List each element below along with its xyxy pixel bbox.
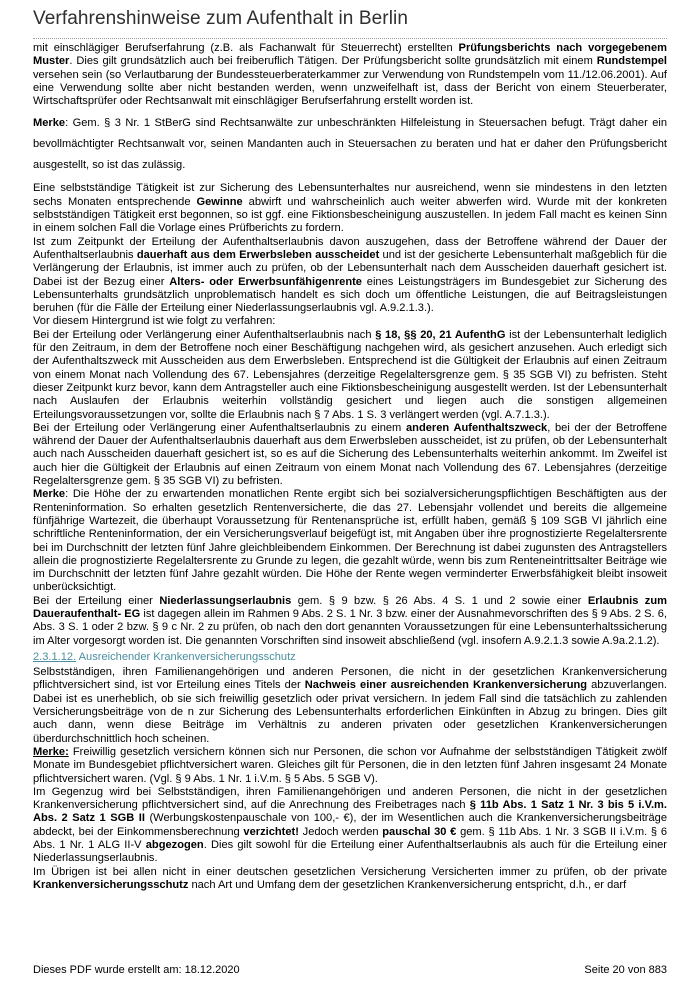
footer-created-date: Dieses PDF wurde erstellt am: 18.12.2020 [33,964,240,976]
paragraph [33,329,667,422]
text-run: versehen sein (so Verlautbarung der Bundessteuerberaterkammer zur Verwendung von Rundstempeln vom 11./12.06.2001). Auf eine Verwendung sollte aber nicht bestanden werden, wenn unzweifelhaft ist, dass der Bericht von einem Steuerberater, Wirtschaftsprüfer oder Rechtsanwalt mit einschlägiger Berufserfahrung erstellt worden ist. [33,68,667,108]
text-run: und ist der gesicherte Lebensunterhalt maßgeblich für die Verlängerung der Erlaubnis, ist immer auch zu prüfen, ob der Lebensunterhalt nach dem Ausscheiden dauerhaft gesichert ist. Dabei ist der Bezug einer [33,248,667,288]
bold-text: anderen Aufenthaltszweck [406,421,548,434]
text-run: Selbstständigen, ihren Familienangehörigen und anderen Personen, die nicht in der gesetzlichen Krankenversicherung pflichtversichert sind, ist vor Erteilung eines Titels der [33,666,667,692]
text-run: Jedoch werden [298,825,383,838]
text-run: ist der Lebensunterhalt lediglich für den Zeitraum, in dem der Betroffene noch einer Beschäftigung nachgehen wird, als gesichert anzusehen. Auch erledigt sich der Aufenthaltszweck mit Ausscheiden aus dem Erwerbsleben. Entsprechend ist die Gültigkeit der Erlaubnis auf einen Zeitraum von einem Monat nach Vollendung des 67. Lebensjahres (derzeitige Regelaltersgrenze gem. § 35 SGB VI) zu befristen. Steht dieser Zeitpunkt kurz bevor, kann dem Antragsteller auch eine Fiktionsbescheinigung ausgestellt werden. Ist der Lebensunterhalt nach Auslaufen der Erlaubnis weiterhin vollständig gesichert und liegen auch die sonstigen allgemeinen Erteilungsvoraussetzungen vor, sollte die Erlaubnis nach § 7 Abs. 1 S. 3 verlängert werden (vgl. A.7.1.3.). [33,328,667,421]
text-run: eines Leistungsträgers im Bundesgebiet zur Sicherung des Lebensunterhalts grundsätzlich unproblematisch handelt es sich doch um öffentliche Leistungen, die auf Beitragsleistungen beruhen (für die Fälle der Erteilung einer Niederlassungserlaubnis vgl. A.9.2.1.3.). [33,275,667,315]
footer-page-number: Seite 20 von 883 [584,964,667,976]
bold-text: abgezogen [145,839,204,852]
paragraph [33,866,667,893]
bold-text: pauschal 30 € [382,825,457,838]
paragraph [33,182,667,235]
merke-note [33,746,667,786]
paragraph [33,786,667,866]
page-title: Verfahrenshinweise zum Aufenthalt in Berlin [33,8,409,29]
text-run: abwirft und wahrscheinlich auch weiter abwerfen wird. Wurde mit der konkreten selbstständigen Tätigkeit erst begonnen, so ist ggf. eine Fiktionsbescheinigung auszustellen. In jedem Fall macht es keinen Sinn in einem solchen Fall die Vorlage eines Prüfberichts zu fordern. [33,195,667,235]
bold-text: Niederlassungserlaubnis [159,594,292,607]
text-run: , bei der der Betroffene während der Dauer der Aufenthaltserlaubnis dauerhaft aus dem Erwerbsleben ausscheidet, ist zu prüfen, ob der Lebensunterhalt auch nach Ausscheiden dauerhaft gesichert ist, so es auf die Sicherung des Lebensunterhalts weiterhin ankommt. Im Zweifel ist auch hier die Gültigkeit der Erlaubnis auf einen Zeitraum von einem Monat nach Vollendung des 67. Lebensjahres (derzeitige Regelaltersgrenze gem. § 35 SGB VI) zu befristen. [33,421,667,488]
text-run: Im Gegenzug wird bei Selbstständigen, ihren Familienangehörigen und anderen Personen, die nicht in der gesetzlichen Krankenversicherung pflichtversichert sind, auf die Anrechnung des Freibetrages nach [33,785,667,812]
text-run: Im Übrigen ist bei allen nicht in einer deutschen gesetzlichen Versicherung Versicherten immer zu prüfen, ob der private [33,865,667,878]
paragraph [33,422,667,488]
text-run: . Dies gilt sowohl für die Erteilung einer Aufenthaltserlaubnis als auch für die Erteilung einer Niederlassungserlaubnis. [33,839,667,865]
text-run: : Gem. § 3 Nr. 1 StBerG sind Rechtsanwälte zur unbeschränkten Hilfeleistung in Steuersachen befugt. Trägt daher ein bevollmächtigter Rechtsanwalt vor, seinen Mandanten auch in Steuersachen zu beraten und hat er daher den Prüfungsbericht ausgestellt, so ist das zulässig. [33,117,667,172]
text-run: Bei der Erteilung einer [33,594,160,607]
merke-note [33,488,667,594]
text-run: ist dagegen allein im Rahmen 9 Abs. 2 S. 1 Nr. 3 bzw. einer der Ausnahmevorschriften des § 9 Abs. 2 S. 6, Abs. 3 S. 1 oder 2 bzw. § 9 c Nr. 2 zu prüfen, ob nach den dort genannten Voraussetzungen für eine Lebensunterhaltssicherung im Alter vorgesorgt worden ist. Die genannten Vorschriften sind insoweit abschließend (vgl. insofern A.9.2.1.3 sowie A.9a.2.1.2). [33,607,667,647]
text-run: abzuverlangen. Dabei ist es unerheblich, ob sie sich freiwillig gesetzlich oder privat versichern. In jedem Fall sind die tatsächlich zu zahlenden Versicherungsbeiträge von de n zur Sicherung des Lebensunterhalts erforderlichen Einkünften in Abzug zu bringen. Dies gilt auch dann, wenn diese Beiträge im Verhältnis zu anderen privaten oder gesetzlichen Krankenversicherungen überdurchschnittlich hoch scheinen. [33,679,667,745]
bold-text: Alters- oder Erwerbsunfähigenrente [169,275,362,288]
bold-text: verzichtet! [243,825,299,838]
text-run: gem. § 9 bzw. § 26 Abs. 4 S. 1 und 2 sowie einer [291,594,588,607]
bold-text: Nachweis einer ausreichenden Krankenversicherung [304,679,588,692]
paragraph [33,42,667,108]
section-number-link[interactable]: 2.3.1.12. [33,650,77,663]
section-title: Ausreichender Krankenversicherungsschutz [76,650,296,663]
paragraph [33,595,667,648]
bold-text: Merke: [33,745,69,758]
text-run: Eine selbstständige Tätigkeit ist zur Sicherung des Lebensunterhaltes nur ausreichend, wenn sie mindestens in den letzten sechs Monaten entsprechende [33,182,667,208]
text-run: gem. § 11b Abs. 1 Nr. 3 SGB II i.V.m. § 6 Abs. 1 Nr. 1 ALG II-V [33,825,668,852]
text-run: Bei der Erteilung oder Verlängerung einer Aufenthaltserlaubnis zu einem [33,421,407,434]
bold-text: § 18, §§ 20, 21 AufenthG [375,328,506,341]
bold-text: dauerhaft aus dem Erwerbsleben ausscheidet [136,248,380,261]
paragraph [33,666,667,746]
text-run: . Dies gilt grundsätzlich auch bei freiberuflich Tätigen. Der Prüfungsbericht sollte grundsätzlich mit einem [69,55,597,68]
bold-text: Gewinne [196,195,243,208]
text-run: Bei der Erteilung oder Verlängerung einer Aufenthaltserlaubnis nach [33,328,376,341]
bold-text: § 11b Abs. 1 Satz 1 Nr. 3 bis 5 i.V.m. Abs. 2 Satz 1 SGB II [33,799,667,825]
bold-text: Merke [33,488,66,501]
text-run: : Die Höhe der zu erwartenden monatlichen Rente ergibt sich bei sozialversicherungspflichtigen Beschäftigten aus der Renteninformation. So erhalten gesetzlich Rentenversicherte, die das 27. Lebensjahr vollendet und bereits die allgemeine fünfjährige Wartezeit, die überhaupt Voraussetzung für Rentenansprüche ist, erfüllt haben, gemäß § 109 SGB VI jährlich eine schriftliche Renteninformation, der ein Versicherungsverlauf beigefügt ist, mit Angaben über ihre prognostizierte Regelaltersrente bei im Durchschnitt der letzten fünf Jahre gleichbleibendem Einkommen. Der Berechnung ist dabei zugunsten des Antragstellers allein die prognostizierte Regelaltersrente zu Grunde zu legen, die gezahlt würde, wenn bis zum Renteneintrittsalter Beiträge wie im Durchschnitt der letzten fünf Jahre gezahlt würden. Die Höhe der Rente wegen verminderter Erwerbsfähigkeit bleibt insoweit unberücksichtigt. [33,488,667,594]
header-divider [33,38,667,39]
text-run: Freiwillig gesetzlich versichern können sich nur Personen, die schon vor Aufnahme der selbstständigen Tätigkeit zwölf Monate im Bundesgebiet pflichtversichert waren. Gleiches gilt für Personen, die in den letzten fünf Jahren insgesamt 24 Monate pflichtversichert waren. (Vgl. § 9 Abs. 1 Nr. 1 i.V.m. § 5 Abs. 5 SGB V). [33,745,667,785]
section-heading [33,651,667,664]
bold-text: Erlaubnis zum Daueraufenthalt- EG [33,594,667,620]
bold-text: Prüfungsberichts nach vorgegebenem Muster [33,42,667,68]
merke-note [33,113,667,176]
text-run: mit einschlägiger Berufserfahrung (z.B. als Fachanwalt für Steuerrecht) erstellten [33,42,459,54]
bold-text: Krankenversicherungsschutz [33,878,189,891]
text-run: nach Art und Umfang dem der gesetzlichen Krankenversicherung entspricht, d.h., er darf [188,878,627,891]
text-run: Vor diesem Hintergrund ist wie folgt zu verfahren: [33,315,276,328]
text-run: (Werbungskostenpauschale von 100,- €), der im Wesentlichen auch die Krankenversicherungsbeiträge abdeckt, bei der Einkommensberechnung [33,812,667,838]
bold-text: Rundstempel [596,55,667,68]
document-body [33,42,667,892]
bold-text: Merke [33,117,66,130]
paragraph [33,315,667,328]
paragraph [33,236,667,316]
text-run: Ist zum Zeitpunkt der Erteilung der Aufenthaltserlaubnis davon auszugehen, dass der Betroffene während der Dauer der Aufenthaltserlaubnis [33,235,667,261]
